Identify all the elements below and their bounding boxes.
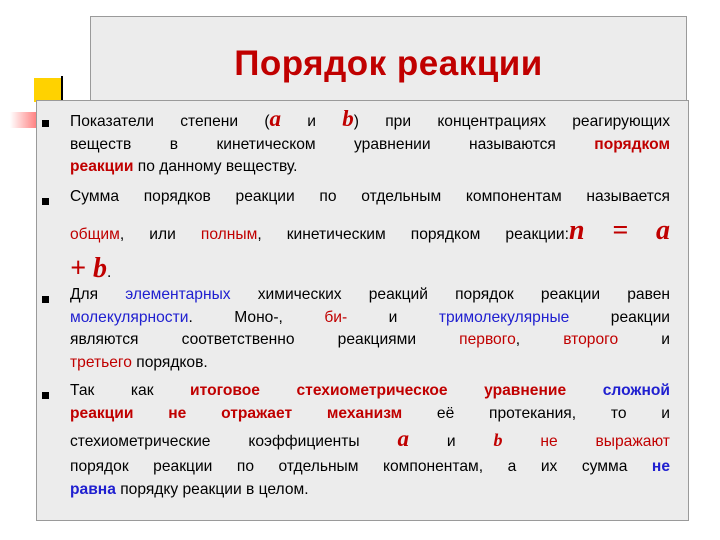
p4-line4: порядок реакции по отдельным компонентам, а их сумма не	[70, 458, 670, 475]
paragraph-2	[70, 186, 670, 289]
p2-line1: Сумма порядков реакции по отдельным компонентам называется	[70, 188, 670, 205]
bullet	[42, 392, 49, 399]
paragraph-3	[70, 284, 670, 374]
bullet	[42, 120, 49, 127]
p2-line2: общим, или полным, кинетическим порядком реакции:n = a	[70, 214, 670, 246]
p4-line1: Так как итоговое стехиометрическое уравнение сложной	[70, 382, 670, 399]
p2-line3: + b.	[70, 252, 112, 284]
p3-line4: третьего порядков.	[70, 353, 208, 371]
p4-line3: стехиометрические коэффициенты a и b не выражают	[70, 426, 670, 451]
p4-line5: равна порядку реакции в целом.	[70, 480, 309, 498]
p3-line3: являются соответственно реакциями первого, второго и	[70, 331, 670, 348]
page-title: Порядок реакции	[234, 44, 543, 83]
p3-line1: Для элементарных химических реакций порядок реакции равен	[70, 286, 670, 303]
p3-line2: молекулярности. Моно-, би- и тримолекулярные реакции	[70, 308, 670, 326]
p1-line3: реакции по данному веществу.	[70, 158, 298, 175]
p4-line2: реакции не отражает механизм её протекания, то и	[70, 404, 670, 422]
yellow-decor	[34, 78, 62, 102]
p1-line2: веществ в кинетическом уравнении называются порядком	[70, 135, 670, 153]
bullet	[42, 296, 49, 303]
p1-line1: Показатели степени (a и b) при концентрациях реагирующих	[70, 106, 671, 131]
paragraph-1	[70, 108, 670, 179]
bullet	[42, 198, 49, 205]
paragraph-4	[70, 380, 670, 501]
